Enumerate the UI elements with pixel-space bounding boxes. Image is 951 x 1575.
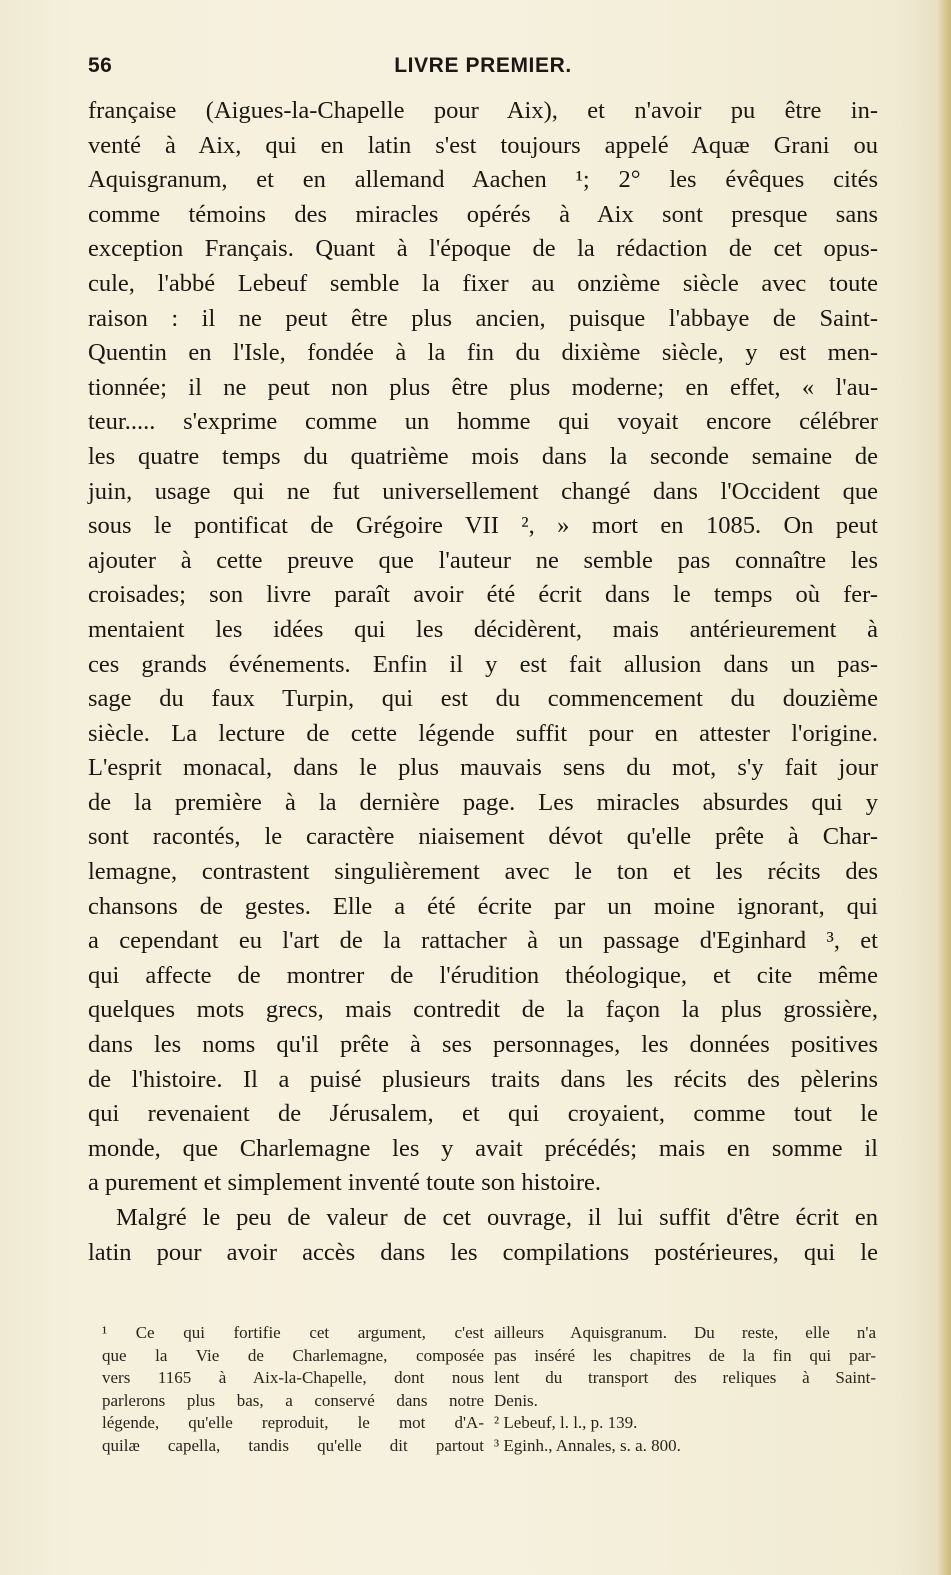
page-number: 56 [88, 54, 113, 77]
body-line: sont racontés, le caractère niaisement dévot qu'elle prête à Char- [88, 823, 878, 851]
body-line: sage du faux Turpin, qui est du commencement du douzième [88, 685, 878, 713]
footnote-column-right [494, 1322, 876, 1457]
body-line: de la première à la dernière page. Les miracles absurdes qui y [88, 788, 878, 816]
body-line: siècle. La lecture de cette légende suffit pour en attester l'origine. [88, 719, 878, 747]
footnote-2: ² Lebeuf, l. l., p. 139. [494, 1413, 638, 1432]
page-header [88, 54, 878, 84]
body-line: raison : il ne peut être plus ancien, puisque l'abbaye de Saint- [88, 304, 878, 332]
body-line: exception Français. Quant à l'époque de la rédaction de cet opus- [88, 235, 878, 263]
body-line: les quatre temps du quatrième mois dans la seconde semaine de [88, 442, 878, 470]
body-text [88, 94, 878, 1270]
body-line: lemagne, contrastent singulièrement avec le ton et les récits des [88, 858, 878, 886]
body-line: sous le pontificat de Grégoire VII ², » mort en 1085. On peut [88, 512, 878, 540]
footnote-line: ¹ Ce qui fortifie cet argument, c'est [102, 1323, 484, 1342]
running-title: LIVRE PREMIER. [394, 54, 572, 77]
footnote-line: pas inséré les chapitres de la fin qui par- [494, 1345, 876, 1365]
footnote-line: quilæ capella, tandis qu'elle dit partout [102, 1435, 484, 1455]
body-line: dans les noms qu'il prête à ses personnages, les données positives [88, 1031, 878, 1059]
body-line: teur..... s'exprime comme un homme qui voyait encore célébrer [88, 408, 878, 436]
footnote-line: vers 1165 à Aix-la-Chapelle, dont nous [102, 1368, 484, 1387]
body-line: qui affecte de montrer de l'érudition théologique, et cite même [88, 961, 878, 989]
footnote-column-left [102, 1322, 484, 1457]
footnote-3: ³ Eginh., Annales, s. a. 800. [494, 1435, 681, 1455]
body-line: tionnée; il ne peut non plus être plus moderne; en effet, « l'au- [88, 373, 878, 401]
footnote-line: lent du transport des reliques à Saint- [494, 1368, 876, 1387]
body-line: Quentin en l'Isle, fondée à la fin du dixième siècle, y est men- [88, 339, 878, 367]
body-line-paragraph-start: Malgré le peu de valeur de cet ouvrage, il lui suffit d'être écrit en [116, 1204, 878, 1231]
body-line: monde, que Charlemagne les y avait précédés; mais en somme il [88, 1134, 878, 1162]
footnote-line: ailleurs Aquisgranum. Du reste, elle n'a [494, 1323, 876, 1342]
body-line: cule, l'abbé Lebeuf semble la fixer au onzième siècle avec toute [88, 269, 878, 297]
body-line: L'esprit monacal, dans le plus mauvais sens du mot, s'y fait jour [88, 754, 878, 782]
body-line: quelques mots grecs, mais contredit de la façon la plus grossière, [88, 996, 878, 1024]
body-line: chansons de gestes. Elle a été écrite par un moine ignorant, qui [88, 892, 878, 920]
body-line: juin, usage qui ne fut universellement changé dans l'Occident que [88, 477, 878, 505]
page-edge-shadow [937, 0, 951, 1575]
body-line: française (Aigues-la-Chapelle pour Aix), et n'avoir pu être in- [88, 97, 878, 124]
footnote-line: parlerons plus bas, a conservé dans notre [102, 1390, 484, 1410]
body-line: qui revenaient de Jérusalem, et qui croyaient, comme tout le [88, 1100, 878, 1128]
body-line: croisades; son livre paraît avoir été écrit dans le temps où fer- [88, 581, 878, 609]
body-line: Aquisgranum, et en allemand Aachen ¹; 2° les évêques cités [88, 166, 878, 194]
body-line-paragraph-end: a purement et simplement inventé toute son histoire. [88, 1169, 602, 1197]
footnote-line: légende, qu'elle reproduit, le mot d'A- [102, 1413, 484, 1432]
body-line: de l'histoire. Il a puisé plusieurs traits dans les récits des pèlerins [88, 1065, 878, 1093]
footnote-line: Denis. [494, 1390, 538, 1410]
body-line: venté à Aix, qui en latin s'est toujours appelé Aquæ Grani ou [88, 131, 878, 159]
body-line: mentaient les idées qui les décidèrent, mais antérieurement à [88, 615, 878, 643]
body-line: comme témoins des miracles opérés à Aix sont presque sans [88, 200, 878, 228]
footnote-line: que la Vie de Charlemagne, composée [102, 1345, 484, 1365]
body-line: ces grands événements. Enfin il y est fait allusion dans un pas- [88, 650, 878, 678]
body-line: ajouter à cette preuve que l'auteur ne semble pas connaître les [88, 546, 878, 574]
body-line: a cependant eu l'art de la rattacher à un passage d'Eginhard ³, et [88, 927, 878, 955]
body-line: latin pour avoir accès dans les compilations postérieures, qui le [88, 1238, 878, 1266]
